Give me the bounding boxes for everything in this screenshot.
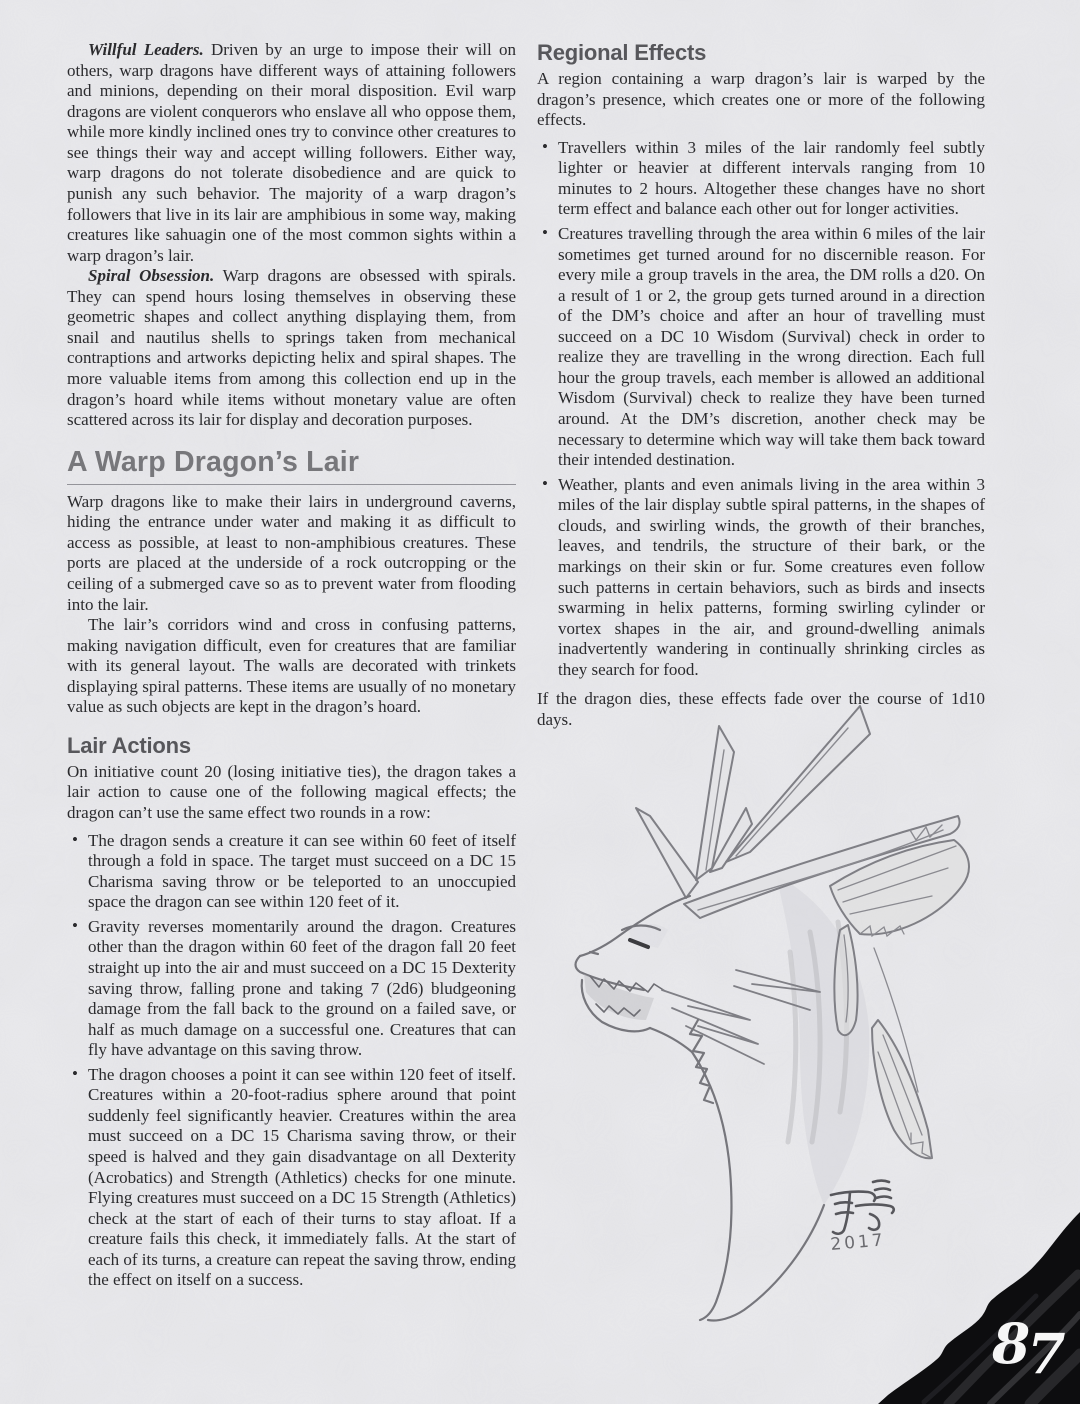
paragraph-spiral-obsession	[67, 266, 516, 431]
regional-effects-list	[537, 138, 985, 681]
signature-year: 2017	[829, 1230, 887, 1255]
list-item: • Travellers within 3 miles of the lair randomly feel subtly lighter or heavier at different intervals ranging from 10 minutes to 2 hours. Altogether these changes have no short term effect and balance each other out for longer activities.	[537, 138, 985, 220]
lair-actions-intro: On initiative count 20 (losing initiative ties), the dragon takes a lair action to cause one of the following magical effects; the dragon can’t use the same effect two rounds in a row:	[67, 761, 516, 822]
page-corner	[878, 1212, 1080, 1404]
left-column	[67, 40, 516, 1299]
run-in-heading: Willful Leaders.	[88, 40, 204, 59]
page-number	[992, 1311, 1063, 1386]
right-column	[537, 40, 985, 730]
run-in-heading: Spiral Obsession.	[88, 266, 215, 286]
subsection-title-lair-actions: Lair Actions	[67, 732, 191, 758]
list-item: • Creatures travelling through the area within 6 miles of the lair sometimes get turned around for no discernible reason. For every mile a group travels in the area, the DM rolls a d20. On a result of 1 or 2, the group gets turned around in a direction of the DM’s choice and after an hour of travelling must succeed on a DC 10 Wisdom (Survival) check in order to realize they are travelling in the wrong direction. Each full hour the group travels, each member is allowed an additional Wisdom (Survival) check to realize they have been turned around. At the DM’s discretion, another check may be necessary to determine which way will take them back toward their intended destination.	[537, 224, 985, 471]
page-number-digit: 8	[992, 1311, 1028, 1376]
lair-actions-list	[67, 831, 516, 1291]
page-number-digit: 7	[1027, 1321, 1063, 1386]
paragraph-text: Warp dragons are obsessed with spirals. They can spend hours losing themselves in observing these geometric shapes and collect anything displaying them, from snail and nautilus shells to springs taken from mechanical contraptions and artworks depicting helix and spiral shapes. The more valuable items from among this collection end up in the dragon’s hoard while items without monetary value are often scattered across its lair for display and decoration purposes.	[67, 266, 516, 430]
list-item: • Gravity reverses momentarily around the dragon. Creatures other than the dragon within 60 feet of the dragon fall 20 feet straight up into the air and must succeed on a DC 15 Dexterity saving throw, falling prone and taking 7 (2d6) bludgeoning damage from the fall back to the ground on a failed save, or half as much damage on a successful one. Creatures that can fly have advantage on this saving throw.	[67, 917, 516, 1061]
lair-paragraph: The lair’s corridors wind and cross in confusing patterns, making navigation difficult, even for creatures that are familiar with its general layout. The walls are decorated with trinkets displaying spiral patterns. These items are usually of no monetary value as such objects are kept in the dragon’s hoard.	[67, 615, 516, 717]
list-item: • The dragon sends a creature it can see within 60 feet of itself through a fold in space. The target must succeed on a DC 15 Charisma saving throw or be teleported to an unoccupied space the dragon can see within 120 feet of it.	[67, 831, 516, 913]
regional-effects-outro: If the dragon dies, these effects fade over the course of 1d10 days.	[537, 689, 985, 729]
sketch-head	[576, 896, 693, 1052]
lair-paragraph: Warp dragons like to make their lairs in underground caverns, hiding the entrance under water and making it as difficult to access as possible, at least to non-amphibious creatures. These ports are placed at the underside of a rock outcropping or the ceiling of a submerged cave so as to prevent water from flooding into the lair.	[67, 491, 516, 614]
paragraph-text: Driven by an urge to impose their will on others, warp dragons have different ways of attaining followers and minions, depending on their moral disposition. Evil warp dragons are violent conquerors who enslave all who oppose them, while more kindly inclined ones try to convince other creatures to see things their way and accept willing followers. Either way, warp dragons do not tolerate disobedience and are quick to punish any such behavior. The majority of a warp dragon’s followers that live in its lair are amphibious in some way, making creatures like sahuagin one of the most common sights within a warp dragon’s lair.	[67, 40, 516, 265]
paragraph-willful-leaders	[67, 40, 516, 266]
regional-effects-intro: A region containing a warp dragon’s lair is warped by the dragon’s presence, which creates one or more of the following effects.	[537, 69, 985, 130]
list-item: • The dragon chooses a point it can see within 120 feet of itself. Creatures within a 20-foot-radius sphere around that point suddenly feel significantly heavier. Creatures within the area must succeed on a DC 15 Charisma saving throw, or their speed is halved and they gain disadvantage on all Dexterity (Acrobatics) and Strength (Athletics) checks for one minute. Flying creatures must succeed on a DC 15 Strength (Athletics) check at the start of each of their turns to stay afloat. If a creature fails this check, it immediately falls. At the start of each of its turns, a creature can repeat the saving throw, ending the effect on itself on a success.	[67, 1065, 516, 1291]
section-title-lair: A Warp Dragon’s Lair	[67, 446, 516, 485]
list-item: • Weather, plants and even animals living in the area within 3 miles of the lair display subtle spiral patterns, in the shapes of clouds, and swirling winds, the growth of their branches, leaves, and tendrils, the structure of their bark, or the markings on their skin or fur. Some creatures even follow such patterns in certain behaviors, such as birds and insects swarming in helix patterns, forming swirling cylinder or vortex shapes in the air, and ground-dwelling animals inadvertently wandering in continually shrinking circles as they search for food.	[537, 475, 985, 681]
section-title-regional-effects: Regional Effects	[537, 40, 707, 65]
